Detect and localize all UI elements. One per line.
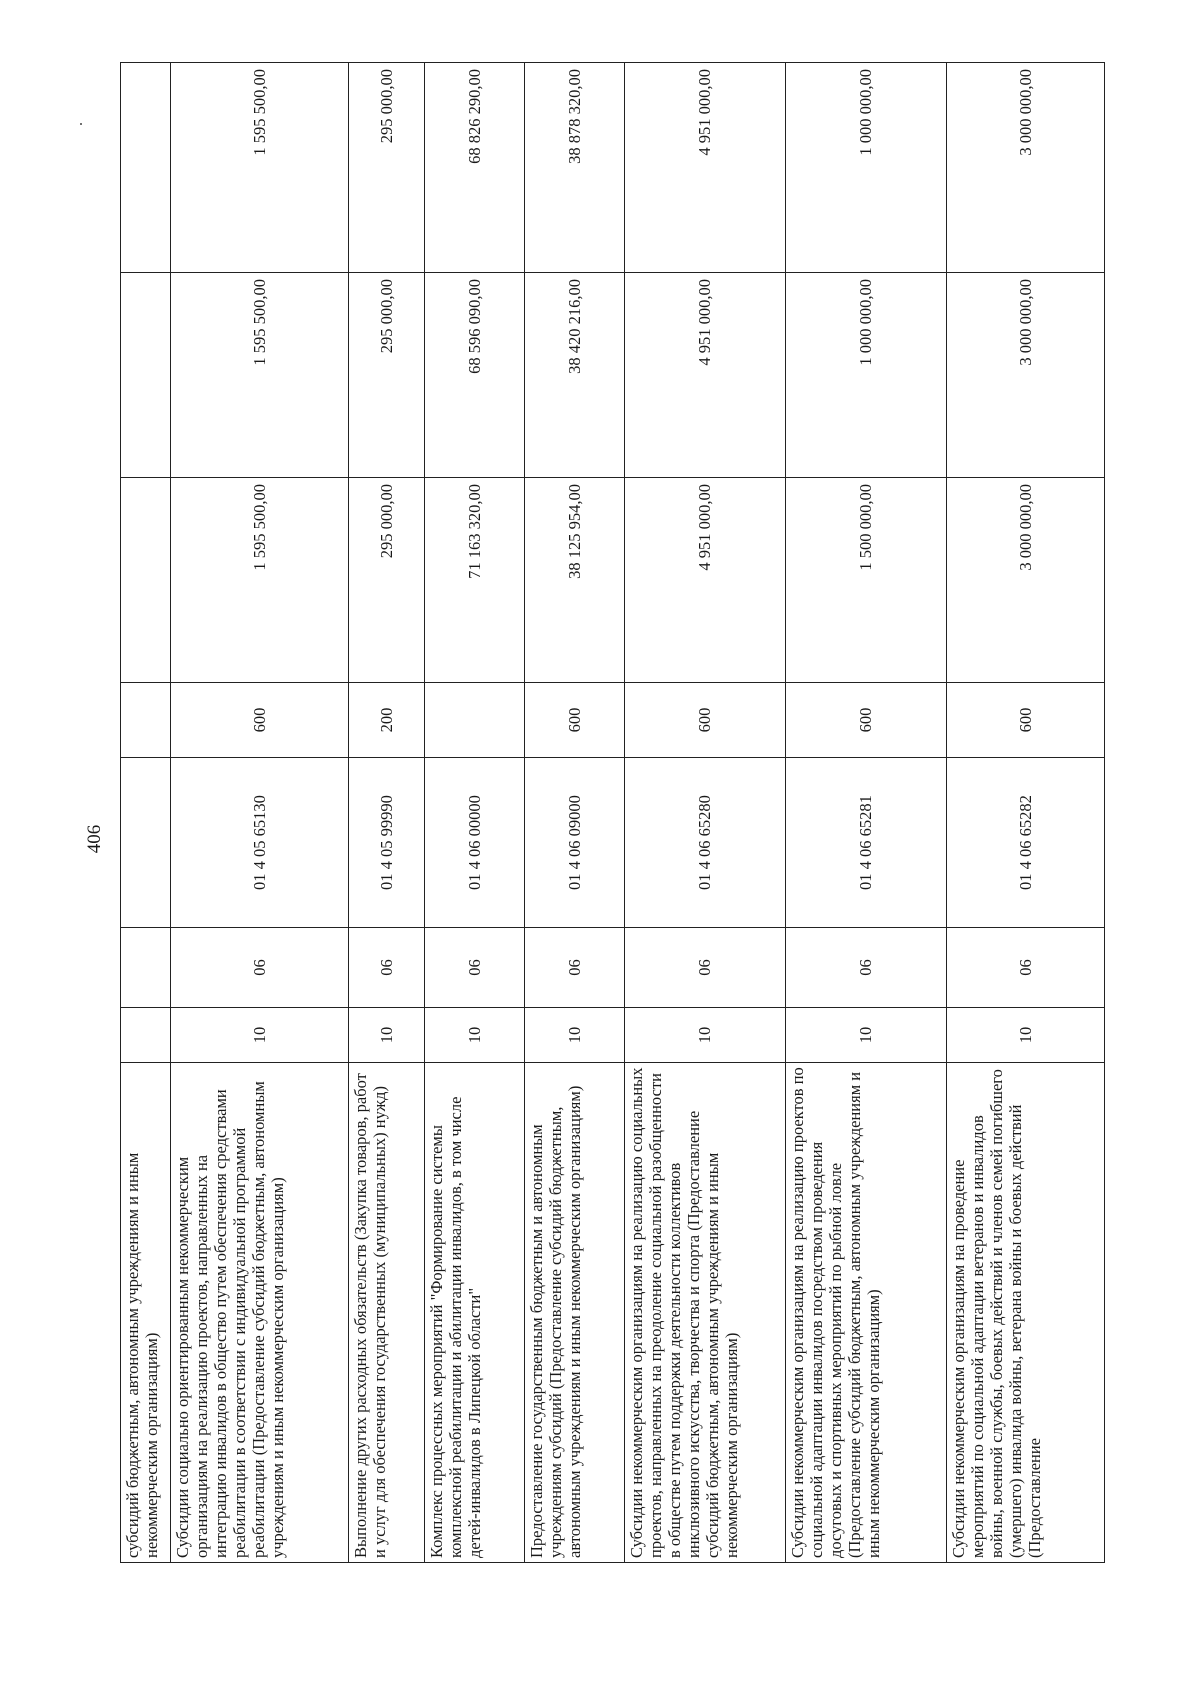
amount-year-2-cell: 4 951 000,00 [624,273,785,478]
expense-type-cell: 600 [171,683,349,758]
description-cell: Субсидии некоммерческим организациям на реализацию проектов по социальной адаптации инвалидов посредством проведения досуговых и спортивных мероприятий по рыбной ловле (Предоставление субсидий бюджетным, автономным учреждениям и иным некоммерческим организациям) [785,1063,946,1563]
amount-year-1-cell: 38 125 954,00 [524,478,624,683]
section-cell: 10 [785,1008,946,1063]
target-article-cell: 01 4 06 65282 [947,758,1105,928]
rotated-table-container [120,63,1105,1563]
amount-year-1-cell: 295 000,00 [348,478,424,683]
amount-year-3-cell: 68 826 290,00 [424,63,524,273]
description-cell: субсидий бюджетным, автономным учреждениям и иным некоммерческим организациям) [121,1063,171,1563]
target-article-cell: 01 4 06 00000 [424,758,524,928]
expense-type-cell [424,683,524,758]
target-article-cell: 01 4 06 65281 [785,758,946,928]
amount-year-3-cell: 3 000 000,00 [947,63,1105,273]
section-cell: 10 [424,1008,524,1063]
description-cell: Выполнение других расходных обязательств (Закупка товаров, работ и услуг для обеспечения государственных (муниципальных) нужд) [348,1063,424,1563]
section-cell: 10 [348,1008,424,1063]
table-row [121,63,171,1563]
expense-type-cell [121,683,171,758]
target-article-cell [121,758,171,928]
subsection-cell: 06 [171,928,349,1008]
amount-year-1-cell: 3 000 000,00 [947,478,1105,683]
table-row [171,63,349,1563]
page-number: 406 [84,824,105,854]
amount-year-2-cell: 1 595 500,00 [171,273,349,478]
subsection-cell: 06 [524,928,624,1008]
table-row [947,63,1105,1563]
table-row [785,63,946,1563]
expense-type-cell: 600 [624,683,785,758]
subsection-cell: 06 [348,928,424,1008]
amount-year-3-cell: 1 000 000,00 [785,63,946,273]
amount-year-1-cell: 71 163 320,00 [424,478,524,683]
description-cell: Субсидии некоммерческим организациям на проведение мероприятий по социальной адаптации ветеранов и инвалидов войны, военной службы, боевых действий и членов семей погибшего (умершего) инвалида войны, ветерана войны и боевых действий (Предоставление [947,1063,1105,1563]
amount-year-2-cell: 3 000 000,00 [947,273,1105,478]
amount-year-2-cell: 68 596 090,00 [424,273,524,478]
amount-year-3-cell: 4 951 000,00 [624,63,785,273]
subsection-cell: 06 [785,928,946,1008]
description-cell: Предоставление государственным бюджетным и автономным учреждениям субсидий (Предоставление субсидий бюджетным, автономным учреждениям и иным некоммерческим организациям) [524,1063,624,1563]
amount-year-3-cell: 295 000,00 [348,63,424,273]
amount-year-2-cell: 1 000 000,00 [785,273,946,478]
section-cell: 10 [524,1008,624,1063]
amount-year-2-cell [121,273,171,478]
subsection-cell [121,928,171,1008]
amount-year-3-cell: 38 878 320,00 [524,63,624,273]
description-cell: Субсидии некоммерческим организациям на реализацию социальных проектов, направленных на преодоление социальной разобщенности в обществе путем поддержки деятельности коллективов инклюзивного искусства, творчества и спорта (Предоставление субсидий бюджетным, автономным учреждениям и иным некоммерческим организациям) [624,1063,785,1563]
table-row [624,63,785,1563]
amount-year-1-cell: 4 951 000,00 [624,478,785,683]
target-article-cell: 01 4 05 65130 [171,758,349,928]
amount-year-1-cell [121,478,171,683]
expense-type-cell: 600 [524,683,624,758]
amount-year-1-cell: 1 500 000,00 [785,478,946,683]
budget-table [120,62,1105,1563]
table-row [424,63,524,1563]
description-cell: Комплекс процессных мероприятий "Формирование системы комплексной реабилитации и абилитации инвалидов, в том числе детей-инвалидов в Липецкой области" [424,1063,524,1563]
amount-year-1-cell: 1 595 500,00 [171,478,349,683]
target-article-cell: 01 4 05 99990 [348,758,424,928]
description-cell: Субсидии социально ориентированным некоммерческим организациям на реализацию проектов, направленных на интеграцию инвалидов в общество путем обеспечения средствами реабилитации в соответствии с индивидуальной программой реабилитации (Предоставление субсидий бюджетным, автономным учреждениям и иным некоммерческим организациям) [171,1063,349,1563]
subsection-cell: 06 [424,928,524,1008]
section-cell: 10 [624,1008,785,1063]
section-cell: 10 [171,1008,349,1063]
subsection-cell: 06 [947,928,1105,1008]
amount-year-2-cell: 295 000,00 [348,273,424,478]
amount-year-3-cell [121,63,171,273]
target-article-cell: 01 4 06 09000 [524,758,624,928]
table-row [348,63,424,1563]
expense-type-cell: 600 [785,683,946,758]
section-cell [121,1008,171,1063]
section-cell: 10 [947,1008,1105,1063]
amount-year-2-cell: 38 420 216,00 [524,273,624,478]
expense-type-cell: 200 [348,683,424,758]
subsection-cell: 06 [624,928,785,1008]
target-article-cell: 01 4 06 65280 [624,758,785,928]
table-row [524,63,624,1563]
expense-type-cell: 600 [947,683,1105,758]
amount-year-3-cell: 1 595 500,00 [171,63,349,273]
scan-speck [80,123,82,125]
